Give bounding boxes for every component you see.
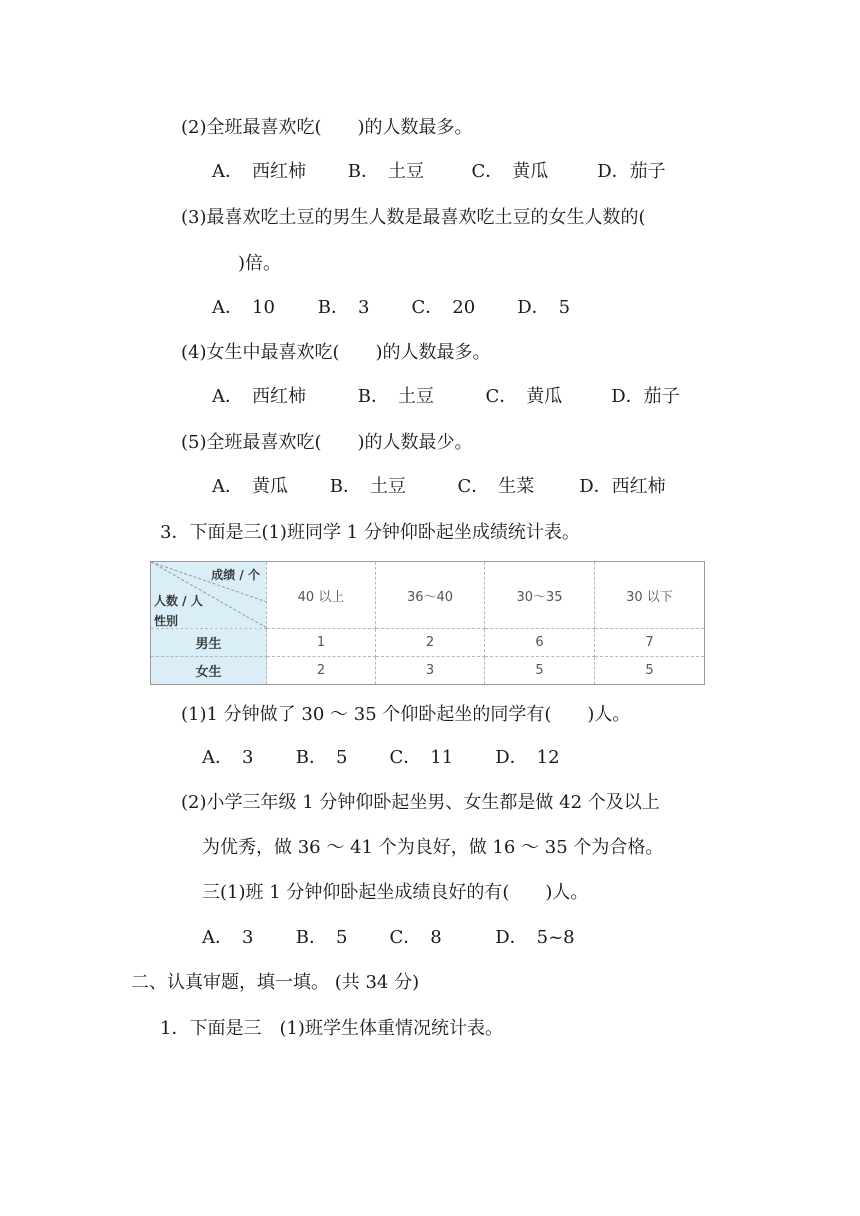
section2-heading: 二、认真审题，填一填。 (共 34 分) (131, 972, 420, 993)
p3-sub1-option-c[interactable]: C． 11 (389, 747, 454, 768)
q3-option-a[interactable]: A． 10 (212, 297, 275, 318)
q2-option-c[interactable]: C． 黄瓜 (471, 161, 549, 182)
column-header: 30～35 (485, 562, 595, 629)
p3-sub2-options (202, 926, 575, 950)
row-label-girls: 女生 (151, 657, 267, 685)
p3-sub1-option-a[interactable]: A． 3 (202, 747, 254, 768)
table-cell: 3 (376, 657, 485, 685)
p3-sub1-stem: (1)1 分钟做了 30 ～ 35 个仰卧起坐的同学有( )人。 (181, 704, 631, 725)
q4-option-c[interactable]: C． 黄瓜 (485, 386, 563, 407)
q3-options (212, 296, 570, 320)
table-row (151, 629, 705, 657)
p3-sub2-line1: (2)小学三年级 1 分钟仰卧起坐男、女生都是做 42 个及以上 (181, 792, 660, 813)
p3-sub1-option-d[interactable]: D． 12 (495, 747, 560, 768)
p3-sub1-option-b[interactable]: B． 5 (295, 747, 348, 768)
q4-option-a[interactable]: A． 西红柿 (212, 386, 306, 407)
table-cell: 2 (267, 657, 376, 685)
table-cell: 7 (595, 629, 705, 657)
q3-stem-line2: )倍。 (238, 253, 282, 274)
q2-option-b[interactable]: B． 土豆 (347, 161, 424, 182)
q2-option-d[interactable]: D．茄子 (597, 161, 666, 182)
column-header: 30 以下 (595, 562, 705, 629)
p3-sub2-line3: 三(1)班 1 分钟仰卧起坐成绩良好的有( )人。 (202, 882, 589, 903)
q2-stem: (2)全班最喜欢吃( )的人数最多。 (181, 117, 473, 138)
corner-label-gender: 性别 (154, 614, 179, 628)
p3-sub2-option-d[interactable]: D． 5~8 (495, 927, 575, 948)
table-cell: 5 (485, 657, 595, 685)
situp-stats-table (150, 561, 705, 685)
p3-sub2-option-a[interactable]: A． 3 (202, 927, 254, 948)
q3-stem-line1: (3)最喜欢吃土豆的男生人数是最喜欢吃土豆的女生人数的( (181, 207, 646, 228)
q4-options (212, 385, 680, 409)
q2-option-a[interactable]: A． 西红柿 (212, 161, 306, 182)
q5-option-b[interactable]: B． 土豆 (329, 476, 406, 497)
corner-label-count: 人数 / 人 (154, 594, 203, 608)
q2-options (212, 160, 666, 184)
corner-label-score: 成绩 / 个 (211, 568, 260, 582)
q4-option-d[interactable]: D．茄子 (611, 386, 680, 407)
table-cell: 6 (485, 629, 595, 657)
column-header: 40 以上 (267, 562, 376, 629)
table-cell: 2 (376, 629, 485, 657)
q3-option-d[interactable]: D． 5 (517, 297, 571, 318)
q4-stem: (4)女生中最喜欢吃( )的人数最多。 (181, 342, 491, 363)
q3-option-b[interactable]: B． 3 (317, 297, 370, 318)
table-corner-cell (151, 562, 267, 629)
table-row (151, 657, 705, 685)
p3-sub1-options (202, 746, 560, 770)
q5-options (212, 475, 666, 499)
q5-option-d[interactable]: D．西红柿 (579, 476, 666, 497)
q5-option-c[interactable]: C． 生菜 (457, 476, 535, 497)
table-cell: 1 (267, 629, 376, 657)
p3-sub2-option-b[interactable]: B． 5 (295, 927, 348, 948)
problem3-title: 3．下面是三(1)班同学 1 分钟仰卧起坐成绩统计表。 (160, 522, 580, 543)
q5-stem: (5)全班最喜欢吃( )的人数最少。 (181, 432, 473, 453)
column-header: 36～40 (376, 562, 485, 629)
section2-item1: 1．下面是三 (1)班学生体重情况统计表。 (160, 1018, 503, 1039)
q3-option-c[interactable]: C． 20 (411, 297, 476, 318)
q5-option-a[interactable]: A． 黄瓜 (212, 476, 288, 497)
q4-option-b[interactable]: B． 土豆 (357, 386, 434, 407)
table-cell: 5 (595, 657, 705, 685)
row-label-boys: 男生 (151, 629, 267, 657)
p3-sub2-line2: 为优秀，做 36 ～ 41 个为良好，做 16 ～ 35 个为合格。 (202, 837, 664, 858)
p3-sub2-option-c[interactable]: C． 8 (389, 927, 442, 948)
